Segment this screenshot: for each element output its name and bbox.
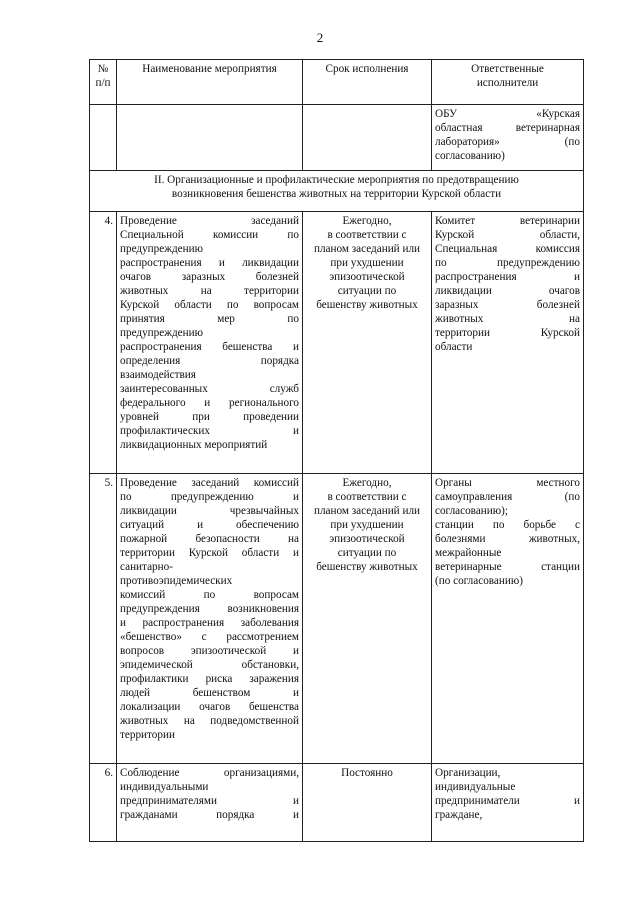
cell-name xyxy=(117,474,303,764)
cell-line: эпизоотической xyxy=(329,533,405,545)
cell-line: эпидемической обстановки, xyxy=(120,659,299,671)
cell-line: профилактических и xyxy=(120,425,299,437)
cell-line: людей бешенством и xyxy=(120,687,299,699)
cell-line: Курской области, xyxy=(435,229,580,241)
cell-line: пожарной безопасности на xyxy=(120,533,299,545)
table-row xyxy=(90,764,584,842)
cell-line: Курской области по вопросам xyxy=(120,299,299,311)
section-row xyxy=(90,171,584,212)
cell-line: ситуаций и обеспечению xyxy=(120,519,299,531)
cell-term xyxy=(303,764,432,842)
cell-line: ситуации по xyxy=(337,547,397,559)
cell-line: ветеринарные станции xyxy=(435,561,580,573)
cell-line: самоуправления (по xyxy=(435,491,580,503)
cell-line: Специальной комиссии по xyxy=(120,229,299,241)
cell-line: Органы местного xyxy=(435,477,580,489)
cell-executors: ОБУ «Курская областная ветеринарная лаборатория» (по согласованию) xyxy=(432,105,584,171)
cell-line: индивидуальные xyxy=(435,781,516,793)
cell-line: очагов заразных болезней xyxy=(120,271,299,283)
cell-line: предупреждению xyxy=(120,327,203,339)
cell-term xyxy=(303,212,432,474)
cell-name xyxy=(117,212,303,474)
cell-line: бешенству животных xyxy=(316,561,418,573)
cell-line: животных на территории xyxy=(120,285,299,297)
cell-line: гражданами порядка и xyxy=(120,809,299,821)
cell-line: вопросов эпизоотической и xyxy=(120,645,299,657)
cell-line: федерального и регионального xyxy=(120,397,299,409)
cell-line: индивидуальными xyxy=(120,781,209,793)
cell-line: ликвидационных мероприятий xyxy=(120,439,268,451)
cell-line: ликвидации очагов xyxy=(435,285,580,297)
cell-line: предупреждению xyxy=(120,243,203,255)
header-num: № п/п xyxy=(90,60,117,105)
cell-line: Проведение заседаний xyxy=(120,215,299,227)
cell-line: уровней при проведении xyxy=(120,411,299,423)
cell-line: животных на подведомственной xyxy=(120,715,299,727)
cell-line: противоэпидемических xyxy=(120,575,233,587)
cell-line: Соблюдение организациями, xyxy=(120,767,299,779)
cell-line: области xyxy=(435,341,473,353)
cell-num xyxy=(90,105,117,171)
page-number: 2 xyxy=(316,30,324,45)
cell-line: территории xyxy=(120,729,175,741)
cell-line: Комитет ветеринарии xyxy=(435,215,580,227)
cell-executors xyxy=(432,474,584,764)
measures-table xyxy=(89,59,584,842)
cell-num: 6. xyxy=(90,764,117,842)
cell-num: 5. xyxy=(90,474,117,764)
header-term: Срок исполнения xyxy=(303,60,432,105)
cell-line: и распространения заболевания xyxy=(120,617,299,629)
cell-line: животных на xyxy=(435,313,580,325)
cell-line: бешенству животных xyxy=(316,299,418,311)
cell-line: согласованию); xyxy=(435,505,508,517)
cell-line: заинтересованных служб xyxy=(120,383,299,395)
cell-line: предприниматели и xyxy=(435,795,580,807)
cell-num: 4. xyxy=(90,212,117,474)
cell-line: планом заседаний или xyxy=(313,243,421,255)
cell-line: при ухудшении xyxy=(330,257,404,269)
table-row xyxy=(90,474,584,764)
cell-name xyxy=(117,764,303,842)
cell-name xyxy=(117,105,303,171)
cell-line: распространения бешенства и xyxy=(120,341,299,353)
cell-line: профилактики риска заражения xyxy=(120,673,299,685)
cell-line: по предупреждению и xyxy=(120,491,299,503)
section-title: II. Организационные и профилактические мероприятия по предотвращению возникновения бешенства животных на территории Курской области xyxy=(90,171,584,212)
cell-executors xyxy=(432,764,584,842)
cell-term xyxy=(303,105,432,171)
table-row xyxy=(90,212,584,474)
cell-line: Ежегодно, xyxy=(342,215,392,227)
cell-line: Специальная комиссия xyxy=(435,243,580,255)
cell-executors xyxy=(432,212,584,474)
cell-line: комиссий по вопросам xyxy=(120,589,299,601)
cell-line: планом заседаний или xyxy=(313,505,421,517)
table-row-continued xyxy=(90,105,584,171)
cell-line: Ежегодно, xyxy=(342,477,392,489)
cell-line: по предупреждению xyxy=(435,257,580,269)
cell-line: распространения и xyxy=(435,271,580,283)
cell-line: ситуации по xyxy=(337,285,397,297)
cell-line: взаимодействия xyxy=(120,369,196,381)
cell-line: локализации очагов бешенства xyxy=(120,701,299,713)
cell-line: при ухудшении xyxy=(330,519,404,531)
cell-line: ликвидации чрезвычайных xyxy=(120,505,299,517)
cell-line: межрайонные xyxy=(435,547,502,559)
header-name: Наименование мероприятия xyxy=(117,60,303,105)
cell-line: предупреждения возникновения xyxy=(120,603,299,615)
cell-line: заразных болезней xyxy=(435,299,580,311)
cell-line: эпизоотической xyxy=(329,271,405,283)
table-header-row xyxy=(90,60,584,105)
cell-line: территории Курской xyxy=(435,327,580,339)
cell-line: территории Курской области и xyxy=(120,547,299,559)
cell-line: Проведение заседаний комиссий xyxy=(120,477,299,489)
cell-term xyxy=(303,474,432,764)
cell-line: Постоянно xyxy=(341,767,393,779)
cell-line: распространения и ликвидации xyxy=(120,257,299,269)
cell-line: станции по борьбе с xyxy=(435,519,580,531)
cell-line: в соответствии с xyxy=(327,229,407,241)
cell-line: Организации, xyxy=(435,767,501,779)
cell-line: «бешенство» с рассмотрением xyxy=(120,631,299,643)
cell-line: предпринимателями и xyxy=(120,795,299,807)
header-executors: Ответственные исполнители xyxy=(432,60,584,105)
cell-line: принятия мер по xyxy=(120,313,299,325)
cell-line: санитарно- xyxy=(120,561,173,573)
cell-line: граждане, xyxy=(435,809,483,821)
cell-line: (по согласованию) xyxy=(435,575,523,587)
cell-line: болезнями животных, xyxy=(435,533,580,545)
cell-line: в соответствии с xyxy=(327,491,407,503)
cell-line: определения порядка xyxy=(120,355,299,367)
